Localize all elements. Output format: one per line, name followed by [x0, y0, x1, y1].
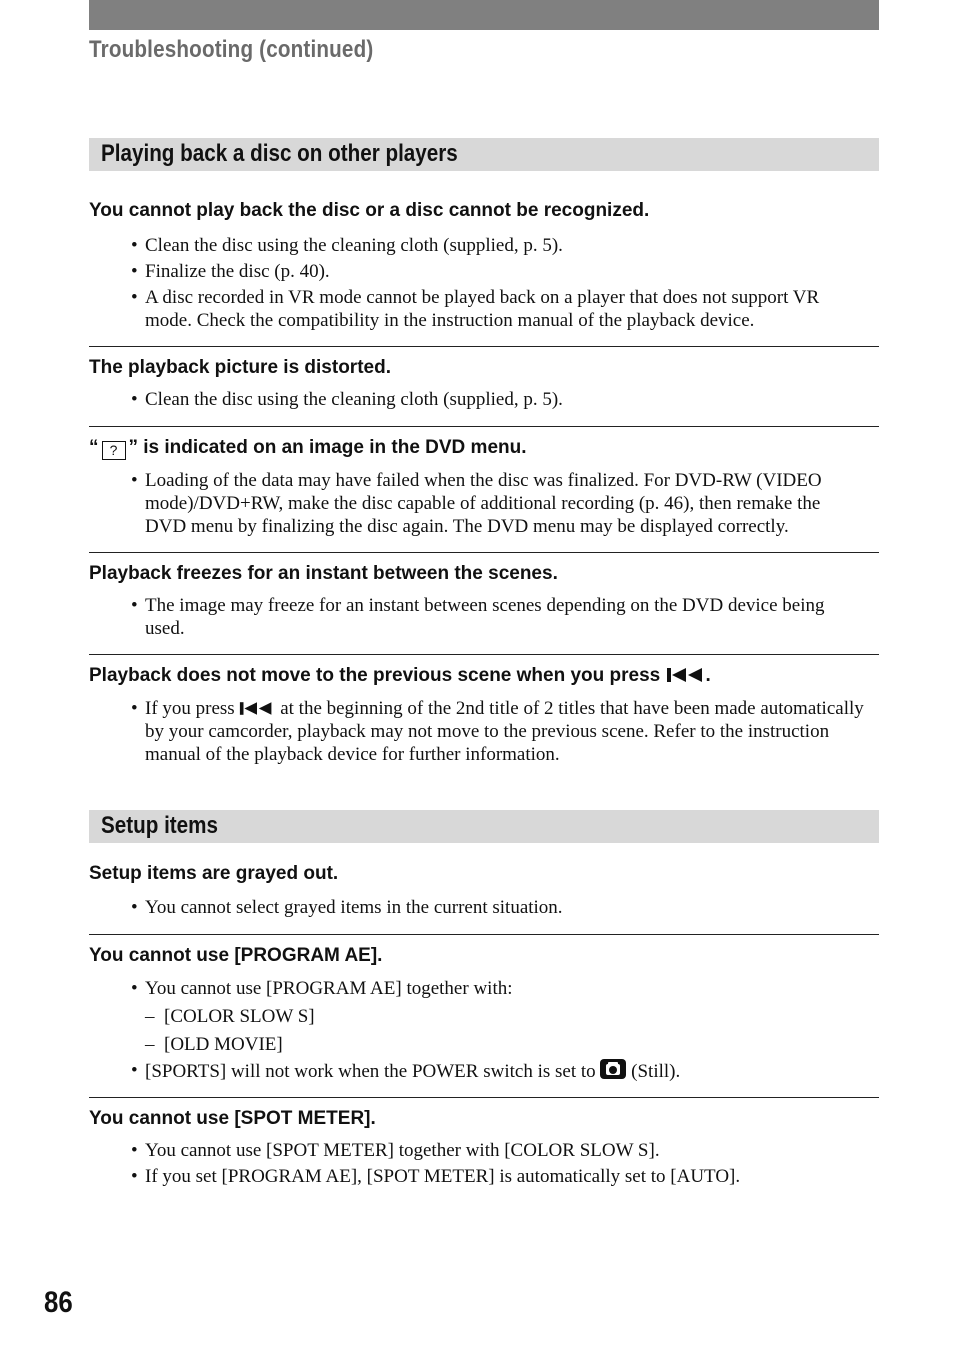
divider	[89, 426, 879, 427]
sub-list-item	[145, 1005, 315, 1028]
previous-scene-icon	[666, 667, 706, 683]
bullet-mark: •	[131, 287, 138, 308]
section-header-playing-back	[89, 138, 879, 171]
list-item	[131, 388, 879, 411]
section-title: Setup items	[101, 812, 218, 839]
heading-period: .	[705, 665, 711, 686]
list-item-text: You cannot use [SPOT METER] together with [COLOR SLOW S].	[145, 1140, 660, 1161]
heading-text: ” is indicated on an image in the DVD menu.	[128, 437, 527, 458]
list-item-text: You cannot use [PROGRAM AE] together with:	[145, 978, 513, 999]
bullet-mark: •	[131, 897, 138, 918]
camera-icon	[600, 1059, 626, 1079]
heading-picture-distorted: The playback picture is distorted.	[89, 357, 391, 378]
list-item-text: Clean the disc using the cleaning cloth (supplied, p. 5).	[145, 235, 563, 256]
heading-playback-freezes: Playback freezes for an instant between the scenes.	[89, 563, 558, 584]
section-title: Playing back a disc on other players	[101, 140, 458, 167]
top-bar	[89, 0, 879, 30]
list-item	[131, 234, 879, 257]
previous-scene-icon	[239, 701, 275, 716]
list-item	[131, 469, 851, 538]
running-head: Troubleshooting (continued)	[89, 36, 374, 63]
list-item-text: You cannot select grayed items in the current situation.	[145, 897, 563, 918]
list-item	[131, 1139, 879, 1162]
list-item-text: Clean the disc using the cleaning cloth (supplied, p. 5).	[145, 389, 563, 410]
question-mark-box-icon: ?	[102, 441, 126, 460]
heading-spot-meter: You cannot use [SPOT METER].	[89, 1108, 376, 1129]
list-item	[131, 977, 879, 1000]
bullet-mark: •	[131, 698, 138, 719]
list-item-text: Loading of the data may have failed when the disc was finalized. For DVD-RW (VIDEO mode)/DVD+RW, make the disc capable of additional recording (p. 46), then remake the DVD menu by finalizing the disc again. The DVD menu may be displayed correctly.	[145, 470, 822, 537]
bullet-mark: •	[131, 978, 138, 999]
list-item-text: If you set [PROGRAM AE], [SPOT METER] is automatically set to [AUTO].	[145, 1166, 741, 1187]
heading-question-mark-indicated	[89, 437, 527, 460]
heading-program-ae: You cannot use [PROGRAM AE].	[89, 945, 383, 966]
bullet-mark: •	[131, 1060, 138, 1081]
list-item	[131, 286, 853, 332]
divider	[89, 1097, 879, 1098]
sub-list-item-text: [OLD MOVIE]	[164, 1034, 283, 1055]
bullet-mark: •	[131, 261, 138, 282]
page-number: 86	[44, 1286, 73, 1319]
list-item-text: (Still).	[631, 1061, 681, 1082]
list-item	[131, 594, 855, 640]
divider	[89, 552, 879, 553]
divider	[89, 654, 879, 655]
divider	[89, 934, 879, 935]
bullet-mark: •	[131, 595, 138, 616]
list-item-text: at the beginning of the 2nd title of 2 titles that have been made automatically by your camcorder, playback may not move to the previous scene. Refer to the instruction manual of the playback device for further information.	[145, 698, 864, 765]
list-item-text: [SPORTS] will not work when the POWER switch is set to	[145, 1061, 596, 1082]
list-item-text: Finalize the disc (p. 40).	[145, 261, 330, 282]
sub-list-item-text: [COLOR SLOW S]	[164, 1006, 315, 1027]
list-item-text: The image may freeze for an instant between scenes depending on the DVD device being used.	[145, 595, 825, 639]
bullet-mark: •	[131, 389, 138, 410]
heading-text: Playback does not move to the previous scene when you press	[89, 665, 661, 686]
divider	[89, 346, 879, 347]
list-item	[131, 697, 879, 766]
list-item	[131, 896, 879, 919]
list-item-text: If you press	[145, 698, 235, 719]
list-item	[131, 1059, 879, 1083]
heading-previous-scene	[89, 665, 711, 687]
dash-mark: –	[145, 1034, 155, 1055]
bullet-mark: •	[131, 1166, 138, 1187]
dash-mark: –	[145, 1006, 155, 1027]
heading-setup-grayed: Setup items are grayed out.	[89, 863, 339, 884]
bullet-mark: •	[131, 1140, 138, 1161]
list-item	[131, 260, 879, 283]
sub-list-item	[145, 1033, 283, 1056]
open-quote: “	[89, 437, 99, 458]
list-item-text: A disc recorded in VR mode cannot be played back on a player that does not support VR mode. Check the compatibility in the instruction manual of the playback device.	[145, 287, 820, 331]
heading-disc-not-recognized: You cannot play back the disc or a disc cannot be recognized.	[89, 200, 650, 221]
list-item	[131, 1165, 879, 1188]
bullet-mark: •	[131, 235, 138, 256]
bullet-mark: •	[131, 470, 138, 491]
section-header-setup-items	[89, 810, 879, 843]
